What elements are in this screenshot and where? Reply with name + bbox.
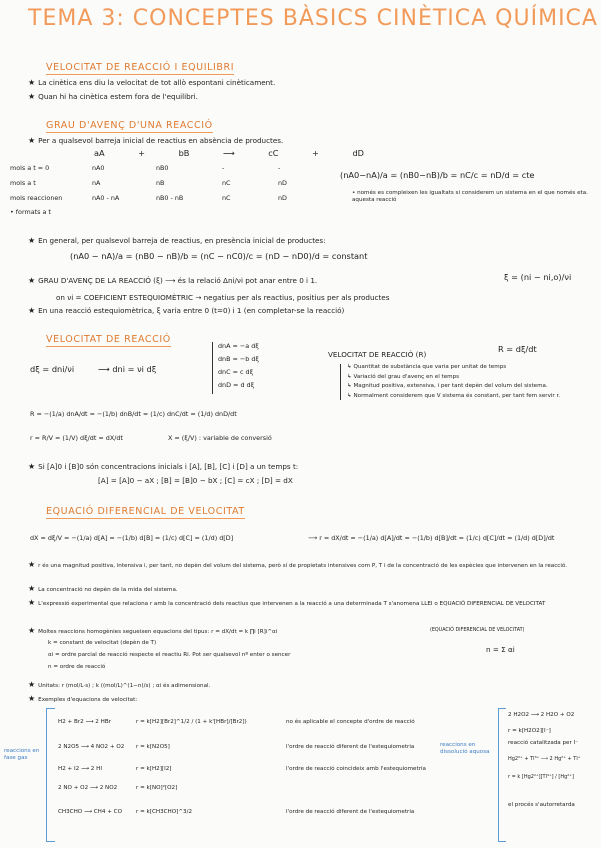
bullet: ★ Quan hi ha cinètica estem fora de l'equilibri.: [28, 92, 198, 101]
bullet: ★ Exemples d'equacions de velocitat:: [28, 694, 138, 703]
section-heading-velocitat: VELOCITAT DE REACCIÓ: [46, 334, 171, 345]
bullet: ★ La concentració no depèn de la mida del sistema.: [28, 584, 178, 593]
section-heading-grau-avenc: GRAU D'AVENÇ D'UNA REACCIÓ: [46, 120, 213, 131]
aqueous-label: reaccions en dissolució aquosa: [440, 742, 490, 755]
table-row: mols a t nA nB nC nD: [10, 179, 287, 187]
stoich-coef-note: on νi = COEFICIENT ESTEQUIOMÈTRIC → negatius per als reactius, positius per als productes: [56, 293, 390, 302]
table-row: • formats a t: [10, 208, 51, 216]
velocitat-properties: ↳ Quantitat de substància que varia per unitat de temps ↳ Variació del grau d'avenç en el temps ↳ Magnitud positiva, extensiva, i per tant depèn del volum del sistema. ↳ Normalment considerem que V sistema és constant, per tant fem servir r.: [340, 364, 601, 400]
example-row: 2 N2O5 ⟶ 4 NO2 + O2 r = k[N2O5] l'ordre de reacció diferent de l'estequiometria: [58, 743, 415, 750]
section-heading-equacio-diferencial: EQUACIÓ DIFERENCIAL DE VELOCITAT: [46, 506, 245, 517]
r-equation: r = R/V = (1/V) dξ/dt = dX/dt: [30, 434, 123, 442]
rate-equation: ⟶ r = dX/dt = −(1/a) d[A]/dt = −(1/b) d[B]/dt = (1/c) d[C]/dt = (1/d) d[D]/dt: [308, 534, 555, 542]
bullet: ★ La cinètica ens diu la velocitat de tot allò espontani cinèticament.: [28, 78, 276, 87]
velocitat-label: VELOCITAT DE REACCIÓ (R): [328, 350, 427, 359]
alpha-definition: αi = ordre parcial de reacció respecte el reactiu Ri. Pot ser qualsevol nº enter o sencer: [48, 652, 291, 658]
k-definition: k = constant de velocitat (depèn de T): [48, 640, 157, 646]
n-definition: n = ordre de reacció: [48, 664, 106, 670]
general-equality: (nA0 − nA)/a = (nB0 − nB)/b = (nC − nC0)/c = (nD − nD0)/d = constant: [70, 251, 368, 261]
gas-phase-label: reaccions en fase gas: [4, 748, 40, 761]
example-row: 2 NO + O2 ⟶ 2 NO2 r = k[NO]²[O2]: [58, 784, 178, 791]
concentration-relations: [A] = [A]0 − aX ; [B] = [B]0 − bX ; [C] = cX ; [D] = dX: [98, 476, 293, 485]
section-heading-equilibri: VELOCITAT DE REACCIÓ I EQUILIBRI: [46, 62, 235, 73]
bullet: ★ Si [A]0 i [B]0 són concentracions inicials i [A], [B], [C] i [D] a un temps t:: [28, 462, 299, 471]
bullet: ★ L'expressió experimental que relaciona r amb la concentració dels reactius que intervenen a la reacció a una determinada T s'anomena LLEI o EQUACIÓ DIFERENCIAL DE VELOCITAT: [28, 598, 546, 607]
n-sum: n = Σ αi: [486, 645, 515, 654]
gas-bracket: [46, 708, 55, 842]
bullet: ★ En general, per qualsevol barreja de reactius, en presència inicial de productes:: [28, 236, 326, 245]
table-row: mols a t = 0 nA0 nB0 - -: [10, 164, 281, 172]
bullet: ★ Unitats: r (mol/L·s) ; k ((mol/L)^(1−n)/s) ; αi és adimensional.: [28, 680, 211, 689]
bullet: ★ r és una magnitud positiva, intensiva i, per tant, no depèn del volum del sistema, però sí de propietats intensives com P, T i de la concentració de les espècies que intervenen en la reacció.: [28, 560, 568, 569]
R-definition: R = dξ/dt: [498, 344, 537, 354]
dn-relation: ⟶ dni = νi dξ: [98, 364, 157, 374]
gas-examples: [58, 710, 438, 826]
reaction-equation: aA + bB ⟶ cC + dD: [94, 148, 364, 158]
bullet: ★ En una reacció estequiomètrica, ξ varia entre 0 (t=0) i 1 (en completar-se la reacció): [28, 306, 345, 315]
dx-equation: dX = dξ/V = −(1/a) d[A] = −(1/b) d[B] = (1/c) d[C] = (1/d) d[D]: [30, 534, 234, 542]
ratio-note: • només es compleixen les igualtats si considerem un sistema en el que només eta. aquesta reacció: [352, 190, 588, 203]
page-title: TEMA 3: CONCEPTES BÀSICS CINÈTICA QUÍMICA: [28, 6, 598, 31]
bullet: ★ Moltes reaccions homogènies segueixen equacions del tipus: r = dX/dt = k ∏i [R]i^αi: [28, 626, 278, 635]
equation-note: (EQUACIÓ DIFERENCIAL DE VELOCITAT): [430, 628, 525, 633]
example-row: CH3CHO ⟶ CH4 + CO r = k[CH3CHO]^3/2 l'ordre de reacció diferent de l'estequiometria: [58, 808, 415, 815]
bullet: ★ GRAU D'AVENÇ DE LA REACCIÓ (ξ) ⟶ és la relació Δni/νi pot anar entre 0 i 1.: [28, 276, 318, 285]
R-equation: R = −(1/a) dnA/dt = −(1/b) dnB/dt = (1/c) dnC/dt = (1/d) dnD/dt: [30, 410, 237, 418]
conversion-variable: X = (ξ/V) : variable de conversió: [168, 434, 272, 442]
aqueous-examples: 2 H2O2 ⟶ 2 H2O + O2 r = k[H2O2][I⁻] reacció catalitzada per I⁻ Hg2²⁺ + Tl³⁺ ⟶ 2 Hg²⁺ + Tl⁺ r = k [Hg2²⁺][Tl³⁺] / [Hg²⁺] el procés s'autorretarda: [508, 712, 581, 808]
xi-definition: ξ = (ni − ni,o)/νi: [504, 272, 572, 282]
ratio-equality: (nA0−nA)/a = (nB0−nB)/b = nC/c = nD/d = cte: [340, 170, 535, 180]
example-row: H2 + I2 ⟶ 2 HI r = k[H2][I2] l'ordre de reacció coincideix amb l'estequiometria: [58, 765, 426, 772]
aqueous-bracket: [498, 708, 506, 842]
mols-table: [10, 164, 330, 222]
dn-system: dnA = −a dξ dnB = −b dξ dnC = c dξ dnD = d dξ: [212, 342, 259, 394]
dxi-definition: dξ = dni/νi: [30, 364, 75, 374]
bullet: ★ Per a qualsevol barreja inicial de reactius en absència de productes.: [28, 136, 284, 145]
table-row: mols reaccionen nA0 - nA nB0 - nB nC nD: [10, 194, 287, 202]
example-row: H2 + Br2 ⟶ 2 HBr r = k[H2][Br2]^1/2 / (1 + k'[HBr]/[Br2]) no és aplicable el concepte d'ordre de reacció: [58, 718, 415, 725]
